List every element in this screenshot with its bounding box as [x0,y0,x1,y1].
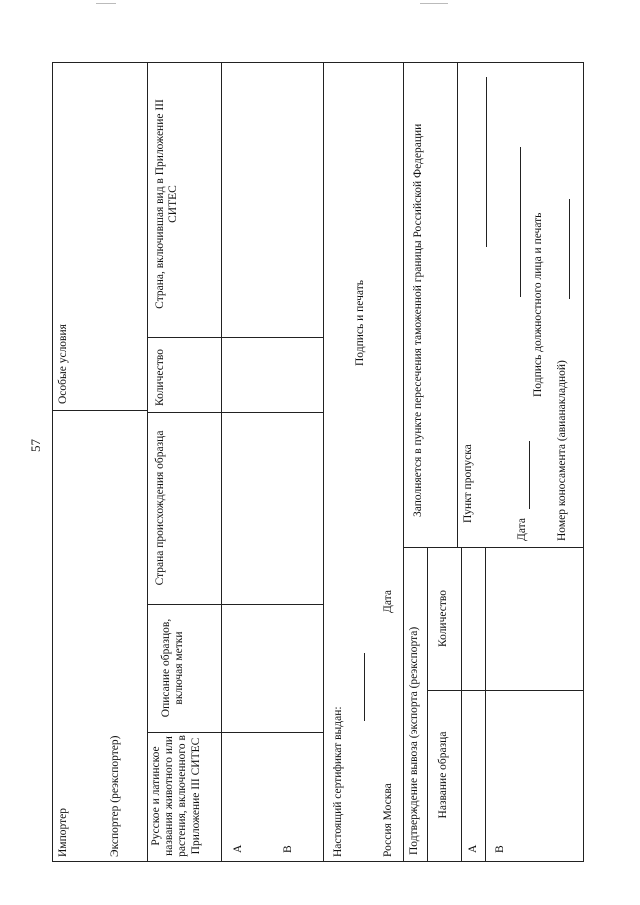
table-cell [222,62,324,337]
certificate-form [52,62,584,862]
row-a-label: A [232,844,244,853]
header-quantity [148,337,222,412]
header-description [148,604,222,732]
certificate-issued-section [324,62,404,862]
importer-exporter-cell [52,410,148,862]
export-row-b-quantity [486,547,584,690]
export-confirmation-title: Подтверждение вывоза (экспорта (реэкспорта) [408,626,420,855]
checkpoint-line [486,77,487,247]
border-section-body [458,62,584,547]
certificate-signature-label: Подпись и печать [354,280,366,366]
checkpoint-label: Пункт пропуска [462,444,474,523]
border-section-title-cell [404,62,458,547]
export-col-name-label: Название образца [437,731,449,819]
export-row-a [462,690,486,862]
page-number: 57 [28,439,43,452]
header-description-label: Описание образцов, включая метки [160,618,186,718]
export-col-quantity [428,547,462,690]
export-row-a-label: A [467,844,479,853]
scan-mark [420,3,448,4]
official-signature-line [520,147,521,297]
export-confirmation-title-cell [404,547,428,862]
issued-by-line [364,653,365,721]
header-species-names [148,732,222,862]
border-date-line [529,441,530,509]
header-origin-country-label: Страна происхождения образца [154,430,166,586]
certificate-place: Россия Москва [382,783,394,857]
export-col-quantity-label: Количество [437,590,449,647]
certificate-issued-label: Настоящий сертификат выдан: [332,706,344,857]
special-conditions-cell [52,62,148,410]
export-row-b-label: B [494,845,506,853]
header-origin-country [148,412,222,604]
importer-label: Импортер [57,808,69,857]
export-row-a-quantity [462,547,486,690]
export-row-b [486,690,584,862]
header-listing-country-label: Страна, включившая вид в Приложение III СИТЕС [154,99,180,309]
row-b-label: B [282,845,294,853]
scan-mark [96,3,116,4]
table-row-a [222,732,324,862]
header-listing-country [148,62,222,337]
header-species-names-label: Русское и латинское названия животного или растения, включенного в Приложение III СИТЕС [150,735,202,857]
special-conditions-label: Особые условия [57,324,69,404]
bill-of-lading-line [569,199,570,299]
bill-of-lading-label: Номер коносамента (авианакладной) [556,360,568,541]
border-section-title: Заполняется в пункте пересечения таможенной границы Российской Федерации [412,123,424,517]
certificate-date-label: Дата [382,590,394,613]
official-signature-label: Подпись должностного лица и печать [532,212,544,397]
export-col-name [428,690,462,862]
border-date-label: Дата [516,518,528,541]
table-cell [222,412,324,604]
table-cell [222,604,324,732]
exporter-label: Экспортер (реэкспортер) [109,735,121,857]
header-quantity-label: Количество [154,349,166,406]
table-cell [222,337,324,412]
